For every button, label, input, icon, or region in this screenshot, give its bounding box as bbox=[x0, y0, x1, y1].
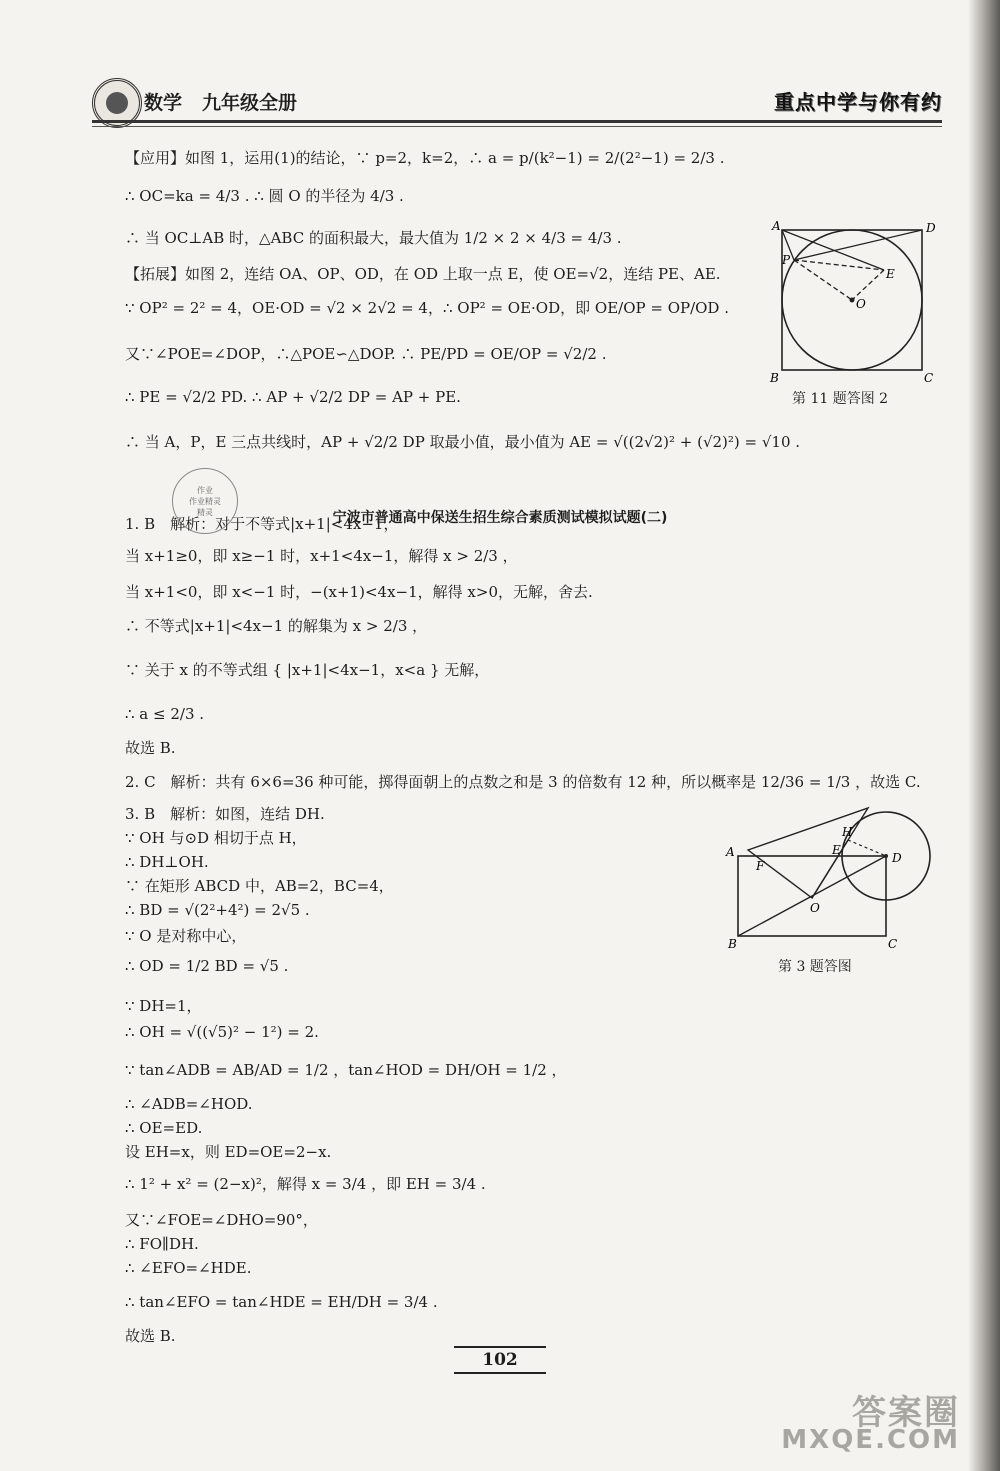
page-binding-edge bbox=[968, 0, 1000, 1471]
text-line: ∴ 当 OC⊥AB 时，△ABC 的面积最大，最大值为 1/2 × 2 × 4/3 = 4/3 . bbox=[125, 229, 622, 247]
section-title: 宁波市普通高中保送生招生综合素质测试模拟试题(二) bbox=[332, 510, 668, 526]
figure-label: E bbox=[832, 843, 841, 857]
figure-rectangle-circle bbox=[722, 800, 942, 952]
text-line: 又∵∠POE=∠DOP，∴△POE∽△DOP. ∴ PE/PD = OE/OP = √2/2 . bbox=[125, 345, 607, 363]
text-line: ∵ 关于 x 的不等式组 { |x+1|<4x−1，x<a } 无解， bbox=[125, 661, 490, 679]
page-number: 102 bbox=[454, 1346, 546, 1374]
figure-caption: 第 11 题答图 2 bbox=[792, 391, 889, 407]
watermark-logo: 答案圈 bbox=[852, 1393, 960, 1433]
stamp-text: 精灵 bbox=[197, 507, 213, 517]
header-divider bbox=[92, 120, 942, 123]
figure-label: H bbox=[842, 825, 853, 839]
figure-label: B bbox=[770, 371, 779, 385]
text-line: 【应用】如图 1，运用(1)的结论，∵ p=2，k=2，∴ a = p/(k²−1) = 2/(2²−1) = 2/3 . bbox=[125, 149, 725, 167]
text-line: ∴ OC=ka = 4/3 . ∴ 圆 O 的半径为 4/3 . bbox=[125, 187, 404, 205]
text-line: 【拓展】如图 2，连结 OA、OP、OD，在 OD 上取一点 E，使 OE=√2，连结 PE、AE. bbox=[125, 265, 721, 283]
watermark-url: MXQE.COM bbox=[781, 1425, 960, 1455]
text-line: 当 x+1<0，即 x<−1 时，−(x+1)<4x−1，解得 x>0，无解，舍去. bbox=[125, 583, 593, 601]
figure-label: P bbox=[782, 253, 791, 267]
text-line: 故选 B. bbox=[125, 1327, 176, 1345]
header-divider-thin bbox=[92, 126, 942, 127]
text-line: ∴ ∠ADB=∠HOD. bbox=[125, 1095, 253, 1113]
figure-caption: 第 3 题答图 bbox=[778, 959, 852, 975]
figure-label: A bbox=[726, 845, 735, 859]
text-line: 1. B 解析：对于不等式|x+1|<4x−1， bbox=[125, 515, 399, 533]
figure-label: C bbox=[924, 371, 934, 385]
figure-label: B bbox=[728, 937, 737, 951]
text-line: ∵ tan∠ADB = AB/AD = 1/2 ，tan∠HOD = DH/OH = 1/2 ， bbox=[125, 1061, 567, 1079]
text-line: ∵ OP² = 2² = 4，OE·OD = √2 × 2√2 = 4，∴ OP² = OE·OD，即 OE/OP = OP/OD . bbox=[125, 299, 729, 317]
text-line: ∵ O 是对称中心， bbox=[125, 927, 247, 945]
text-line: ∵ 在矩形 ABCD 中，AB=2，BC=4， bbox=[125, 877, 394, 895]
text-line: ∴ 1² + x² = (2−x)²，解得 x = 3/4 ，即 EH = 3/4 . bbox=[125, 1175, 486, 1193]
figure-label: D bbox=[892, 851, 902, 865]
text-line: ∴ 不等式|x+1|<4x−1 的解集为 x > 2/3 ， bbox=[125, 617, 428, 635]
figure-label: F bbox=[756, 859, 765, 873]
figure-label: C bbox=[888, 937, 898, 951]
text-line: 故选 B. bbox=[125, 739, 176, 757]
figure-label: O bbox=[856, 297, 866, 311]
page-header bbox=[92, 78, 942, 124]
figure-label: O bbox=[810, 901, 820, 915]
page-footer bbox=[0, 1346, 1000, 1374]
text-line: ∴ ∠EFO=∠HDE. bbox=[125, 1259, 252, 1277]
stamp-text: 作业 bbox=[197, 485, 213, 495]
text-line: ∴ FO∥DH. bbox=[125, 1235, 199, 1253]
text-line: ∴ DH⊥OH. bbox=[125, 853, 209, 871]
header-brand: 重点中学与你有约 bbox=[774, 90, 942, 114]
header-subject: 数学 bbox=[144, 92, 183, 114]
figure-label: D bbox=[926, 221, 936, 235]
text-line: 设 EH=x，则 ED=OE=2−x. bbox=[125, 1143, 332, 1161]
header-grade: 九年级全册 bbox=[202, 92, 298, 114]
text-line: ∴ OH = √((√5)² − 1²) = 2. bbox=[125, 1023, 319, 1041]
figure-label: A bbox=[772, 219, 781, 233]
text-line: 3. B 解析：如图，连结 DH. bbox=[125, 805, 325, 823]
text-line: ∵ DH=1， bbox=[125, 997, 202, 1015]
figure-label: E bbox=[886, 267, 895, 281]
text-line: ∴ tan∠EFO = tan∠HDE = EH/DH = 3/4 . bbox=[125, 1293, 438, 1311]
text-line: ∴ PE = √2/2 PD. ∴ AP + √2/2 DP = AP + PE. bbox=[125, 388, 461, 406]
text-line: 2. C 解析：共有 6×6=36 种可能，掷得面朝上的点数之和是 3 的倍数有 12 种，所以概率是 12/36 = 1/3 ，故选 C. bbox=[125, 773, 921, 791]
text-line: ∴ a ≤ 2/3 . bbox=[125, 705, 205, 723]
text-line: ∴ BD = √(2²+4²) = 2√5 . bbox=[125, 901, 310, 919]
text-line: ∵ OH 与⊙D 相切于点 H， bbox=[125, 829, 307, 847]
stamp-text: 作业精灵 bbox=[189, 496, 221, 506]
text-line: ∴ OD = 1/2 BD = √5 . bbox=[125, 957, 289, 975]
text-line: ∴ 当 A，P，E 三点共线时，AP + √2/2 DP 取最小值，最小值为 AE = √((2√2)² + (√2)²) = √10 . bbox=[125, 433, 801, 451]
text-line: ∴ OE=ED. bbox=[125, 1119, 203, 1137]
text-line: 当 x+1≥0，即 x≥−1 时，x+1<4x−1，解得 x > 2/3 ， bbox=[125, 547, 518, 565]
text-line: 又∵∠FOE=∠DHO=90°， bbox=[125, 1211, 318, 1229]
